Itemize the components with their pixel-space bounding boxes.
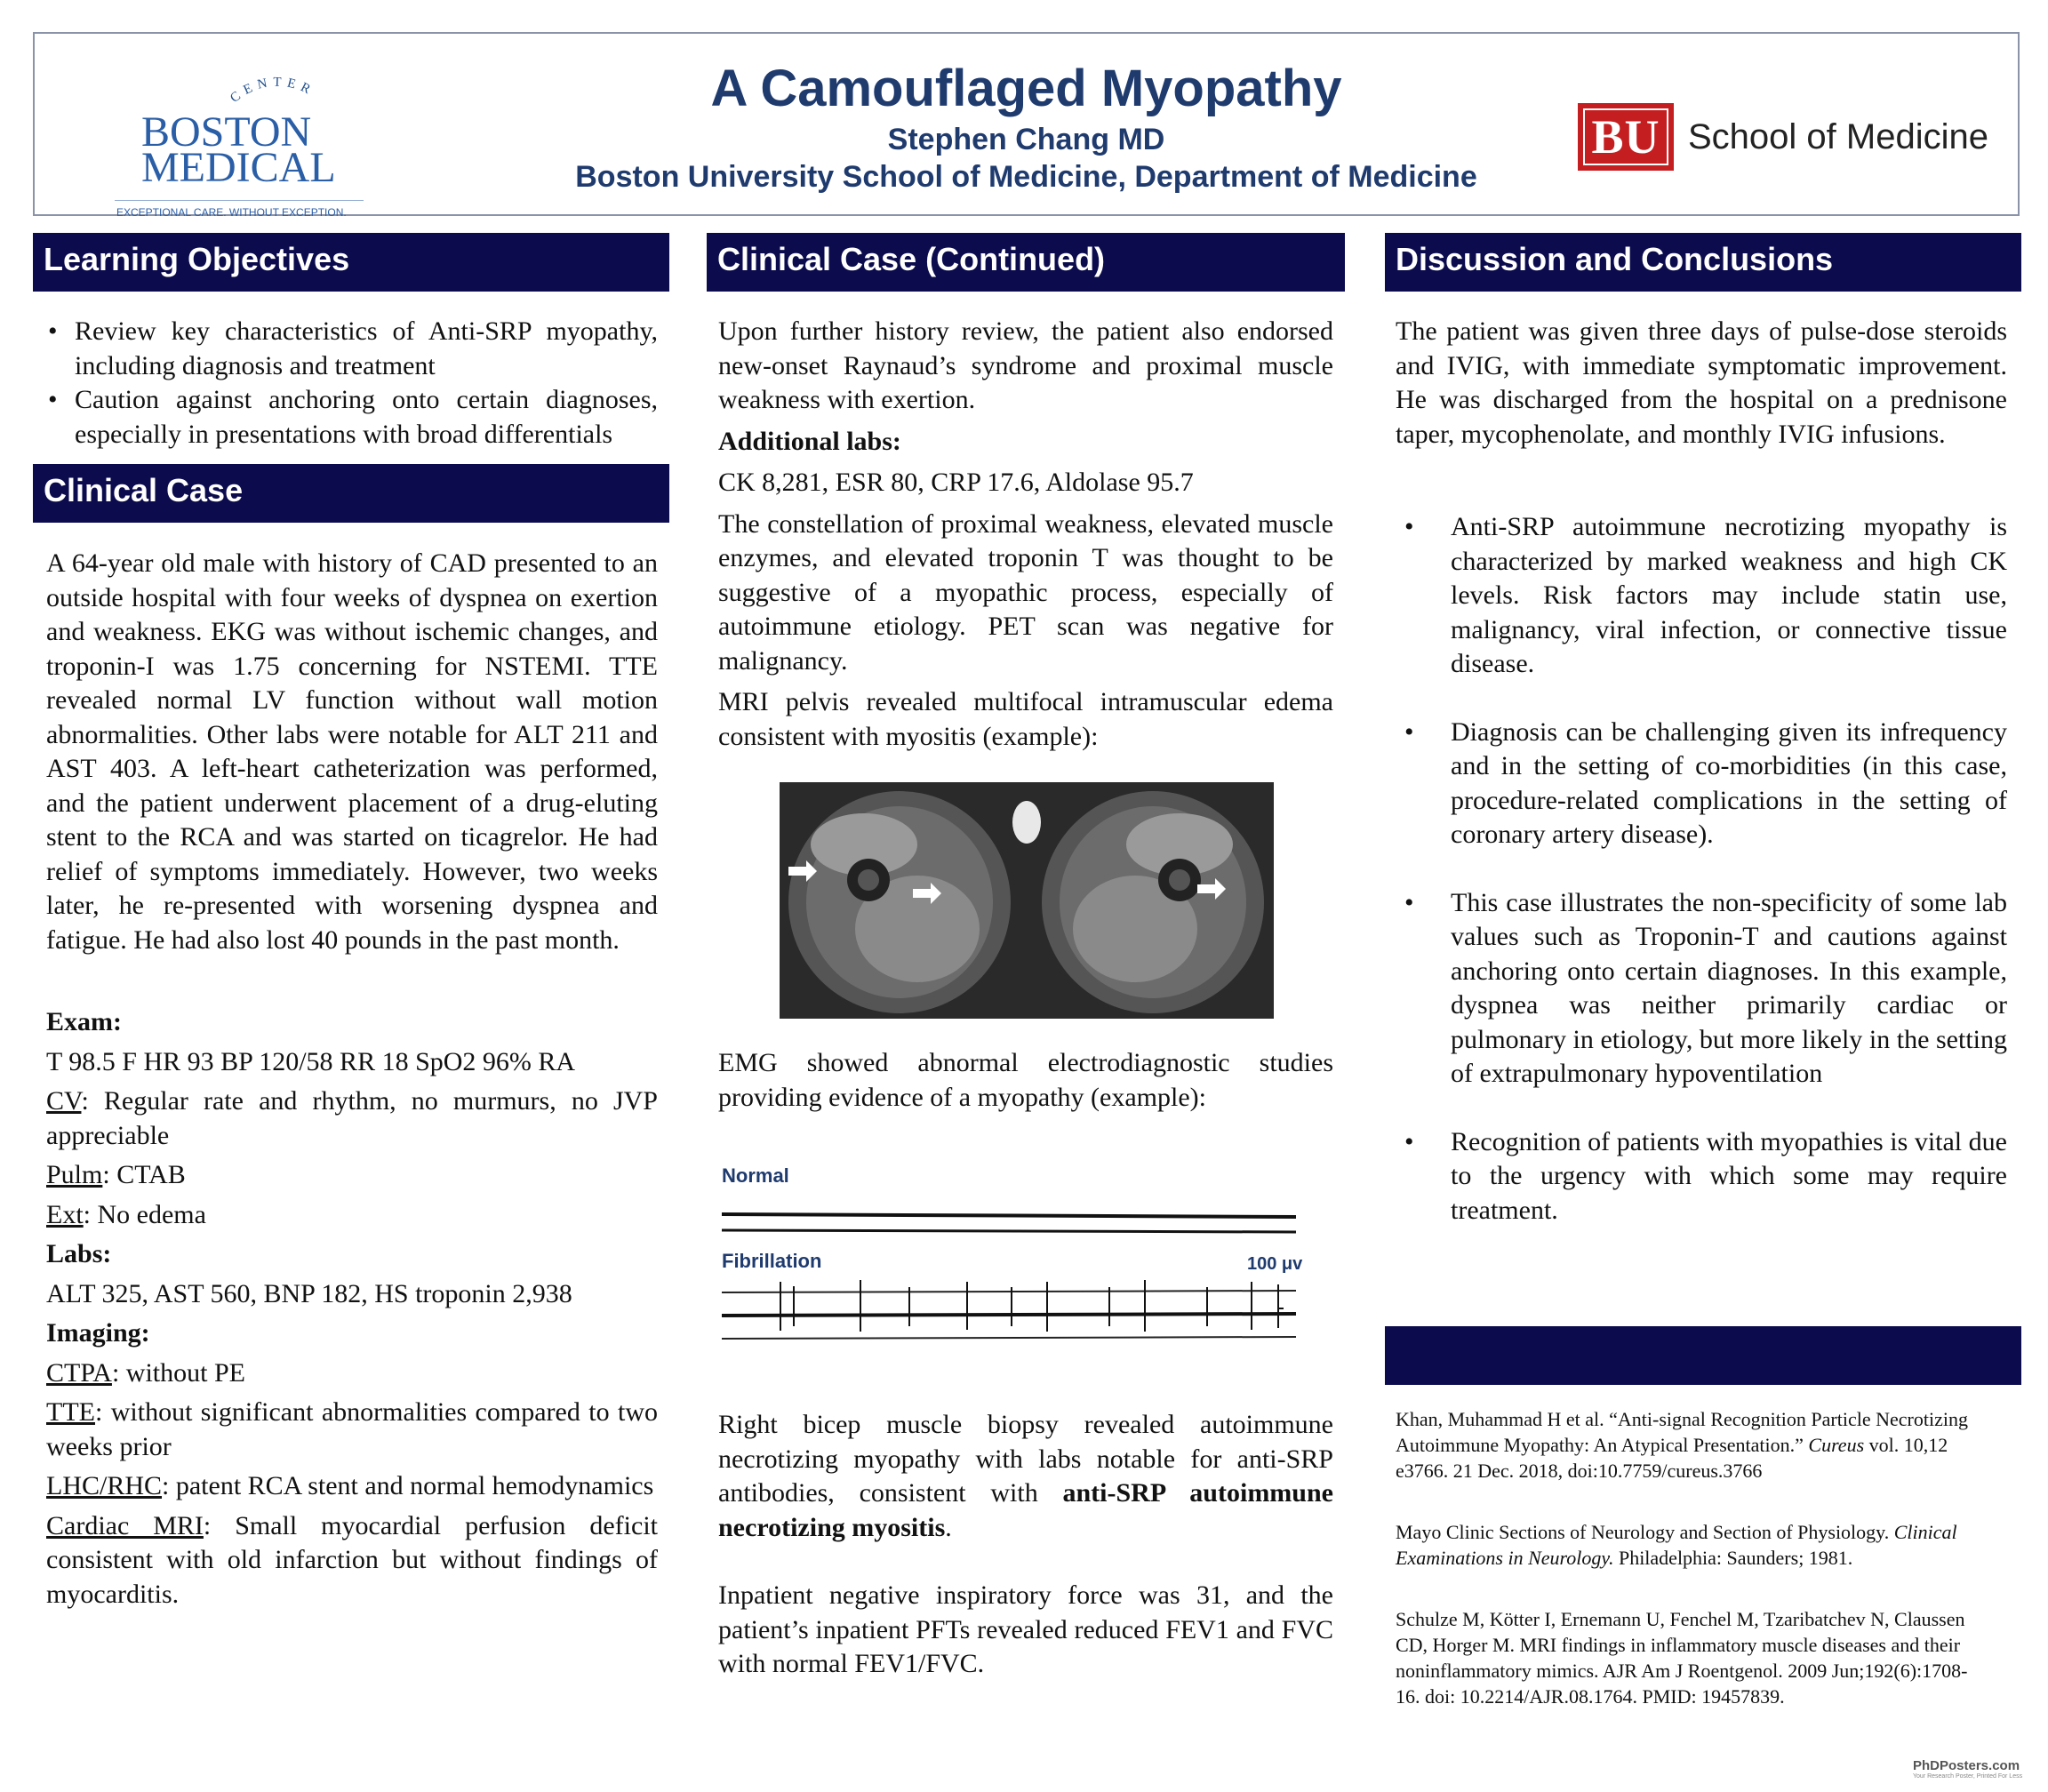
poster-author: Stephen Chang MD bbox=[887, 123, 1165, 156]
vitals-text: T 98.5 F HR 93 BP 120/58 RR 18 SpO2 96% RA bbox=[46, 1046, 576, 1076]
list-item: • This case illustrates the non-specificity of some lab values such as Troponin-T and cautions against anchoring onto certain diagnoses. In this example, dyspnea was neither primarily cardiac or pulmonary in etiology, but more likely in the setting of extrapulmonary hypoventilation bbox=[1396, 886, 2007, 1092]
bu-school-of-medicine-logo bbox=[1578, 101, 1988, 172]
cv-finding: CV: Regular rate and rhythm, no murmurs, no JVP appreciable bbox=[46, 1086, 658, 1150]
lhc-finding: LHC/RHC: patent RCA stent and normal hemodynamics bbox=[46, 1471, 654, 1500]
clinical-case-continued-heading: Clinical Case (Continued) bbox=[707, 233, 1345, 292]
list-item: • Anti-SRP autoimmune necrotizing myopathy is characterized by marked weakness and high CK levels. Risk factors may include statin use, malignancy, viral infection, or connective tissue disease. bbox=[1396, 510, 2007, 682]
bu-logo-text: School of Medicine bbox=[1688, 116, 1988, 156]
emg-fibrillation-label: Fibrillation bbox=[722, 1250, 822, 1272]
reference-item: Schulze M, Kötter I, Ernemann U, Fenchel M, Tzaribatchev N, Claussen CD, Horger M. MRI findings in inflammatory muscle diseases and their noninflammatory mimics. AJR Am J Roentgenol. 2009 Jun;192(6):1708-16. doi: 10.2214/AJR.08.1764. PMID: 19457839. bbox=[1396, 1608, 1968, 1708]
emg-paragraph: EMG showed abnormal electrodiagnostic studies providing evidence of a myopathy (example): bbox=[718, 1048, 1333, 1112]
list-item: • Review key characteristics of Anti-SRP myopathy, including diagnosis and treatment bbox=[44, 315, 658, 383]
svg-text:CENTER: CENTER bbox=[228, 75, 317, 106]
discussion-intro: The patient was given three days of pulse-dose steroids and IVIG, with immediate symptomatic improvement. He was discharged from the hospital on a prednisone taper, mycophenolate, and monthly IVIG infusions. bbox=[1396, 316, 2007, 449]
poster-affiliation: Boston University School of Medicine, Department of Medicine bbox=[575, 160, 1477, 194]
learning-objectives-heading: Learning Objectives bbox=[33, 233, 669, 292]
history-paragraph: Upon further history review, the patient also endorsed new-onset Raynaud’s syndrome and proximal muscle weakness with exertion. bbox=[718, 316, 1333, 414]
bu-logo-box: BU bbox=[1578, 103, 1674, 171]
list-item: • Diagnosis can be challenging given its infrequency and in the setting of co-morbidities (in this case, procedure-related complications in the setting of coronary artery disease). bbox=[1396, 716, 2007, 852]
learning-objectives-list bbox=[44, 315, 658, 452]
clinical-case-body bbox=[46, 547, 658, 1612]
additional-labs-heading: Additional labs: bbox=[718, 426, 901, 456]
learning-objectives-body bbox=[44, 315, 658, 452]
svg-text:MEDICAL: MEDICAL bbox=[141, 144, 336, 191]
cardiac-mri-finding: Cardiac MRI: Small myocardial perfusion deficit consistent with old infarction but without findings of myocarditis. bbox=[46, 1510, 658, 1609]
mri-paragraph: MRI pelvis revealed multifocal intramuscular edema consistent with myositis (example): bbox=[718, 687, 1333, 751]
ctpa-finding: CTPA: without PE bbox=[46, 1357, 245, 1388]
exam-heading: Exam: bbox=[46, 1007, 122, 1036]
biopsy-paragraph: Right bicep muscle biopsy revealed autoimmune necrotizing myopathy with labs notable for anti-SRP antibodies, consistent with anti-SRP autoimmune necrotizing myositis. bbox=[718, 1410, 1333, 1542]
poster-header bbox=[33, 32, 2020, 219]
references-list bbox=[1396, 1406, 1982, 1745]
poster-title: A Camouflaged Myopathy bbox=[710, 60, 1342, 117]
clinical-case-continued-body-top bbox=[718, 315, 1333, 754]
emg-normal-label: Normal bbox=[722, 1164, 789, 1187]
bmc-tagline: EXCEPTIONAL CARE. WITHOUT EXCEPTION. bbox=[116, 206, 347, 219]
references-heading-bar bbox=[1385, 1326, 2021, 1385]
phdposters-watermark: PhDPosters.com Your Research Poster, Printed For Less bbox=[1913, 1758, 2023, 1780]
emg-scale-label: 100 μv bbox=[1247, 1254, 1303, 1274]
discussion-heading: Discussion and Conclusions bbox=[1385, 233, 2021, 292]
pulm-finding: Pulm: CTAB bbox=[46, 1160, 186, 1189]
constellation-paragraph: The constellation of proximal weakness, elevated muscle enzymes, and elevated troponin T was thought to be suggestive of a myopathic process, especially of autoimmune etiology. PET scan was negative for malignancy. bbox=[718, 508, 1333, 676]
additional-labs-text: CK 8,281, ESR 80, CRP 17.6, Aldolase 95.7 bbox=[718, 468, 1194, 497]
emg-tracing-image bbox=[718, 1157, 1314, 1362]
reference-item: Khan, Muhammad H et al. “Anti-signal Recognition Particle Necrotizing Autoimmune Myopathy: An Atypical Presentation.” Cureus vol. 10,12 e3766. 21 Dec. 2018, doi:10.7759/cureus.3766 bbox=[1396, 1408, 1968, 1482]
labs-text: ALT 325, AST 560, BNP 182, HS troponin 2,938 bbox=[46, 1278, 572, 1308]
clinical-case-continued-body-bottom bbox=[718, 1408, 1333, 1682]
imaging-heading: Imaging: bbox=[46, 1318, 150, 1348]
discussion-body bbox=[1396, 315, 2007, 1261]
clinical-case-paragraph: A 64-year old male with history of CAD presented to an outside hospital with four weeks of dyspnea on exertion and weakness. EKG was without ischemic changes, and troponin-I was 1.75 concerning for NSTEMI. TTE revealed normal LV function without wall motion abnormalities. Other labs were notable for ALT 211 and AST 403. A left-heart catheterization was performed, and the patient underwent placement of a drug-eluting stent to the RCA and was started on ticagrelor. He had relief of symptoms immediately. However, two weeks later, he re-presented with worsening dyspnea and fatigue. He had also lost 40 pounds in the past month. bbox=[46, 548, 658, 955]
mri-pelvis-image bbox=[780, 782, 1274, 1019]
labs-heading: Labs: bbox=[46, 1239, 112, 1268]
svg-text:BOSTON: BOSTON bbox=[141, 108, 312, 156]
pft-paragraph: Inpatient negative inspiratory force was 31, and the patient’s inpatient PFTs revealed reduced FEV1 and FVC with normal FEV1/FVC. bbox=[718, 1580, 1333, 1678]
list-item: • Recognition of patients with myopathies is vital due to the urgency with which some may require treatment. bbox=[1396, 1125, 2007, 1228]
clinical-case-heading: Clinical Case bbox=[33, 464, 669, 523]
reference-item: Mayo Clinic Sections of Neurology and Section of Physiology. Clinical Examinations in Neurology. Philadelphia: Saunders; 1981. bbox=[1396, 1521, 1957, 1569]
discussion-list bbox=[1396, 510, 2007, 1228]
list-item: • Caution against anchoring onto certain diagnoses, especially in presentations with broad differentials bbox=[44, 383, 658, 452]
ext-finding: Ext: No edema bbox=[46, 1199, 206, 1229]
tte-finding: TTE: without significant abnormalities compared to two weeks prior bbox=[46, 1397, 658, 1461]
